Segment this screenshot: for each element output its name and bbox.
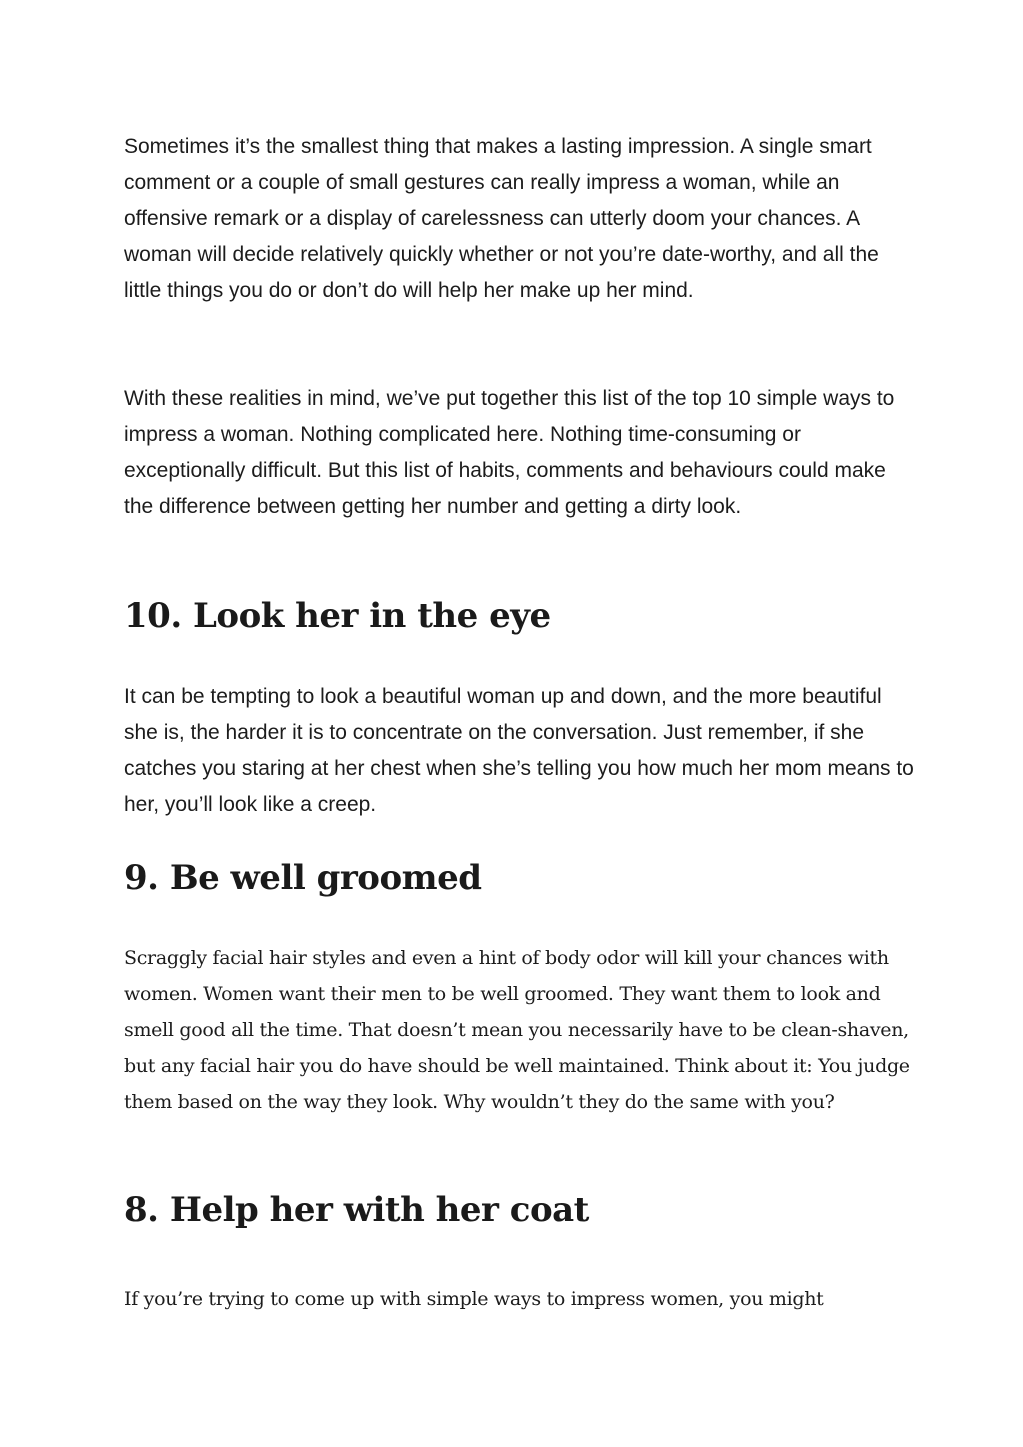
- section-body-9: Scraggly facial hair styles and even a hint of body odor will kill your chances with women. Women want their men to be well groomed. They want them to look and smell good all the time. That doesn’t mean you necessarily have to be clean-shaven, but any facial hair you do have should be well maintained. Think about it: You judge them based on the way they look. Why wouldn’t they do the same with you?: [124, 947, 910, 1113]
- section-body-8: If you’re trying to come up with simple ways to impress women, you might: [124, 1288, 824, 1310]
- section-body-10: It can be tempting to look a beautiful woman up and down, and the more beautiful she is, the harder it is to concentrate on the conversation. Just remember, if she catches you staring at her chest when she’s telling you how much her mom means to her, you’ll look like a creep.: [124, 685, 914, 816]
- section-heading-9: 9. Be well groomed: [124, 858, 482, 898]
- intro-paragraph-2: With these realities in mind, we’ve put together this list of the top 10 simple ways to impress a woman. Nothing complicated here. Nothing time-consuming or exceptionally difficult. But this list of habits, comments and behaviours could make the difference between getting her number and getting a dirty look.: [124, 387, 895, 518]
- section-heading-8: 8. Help her with her coat: [124, 1190, 589, 1230]
- section-heading-10: 10. Look her in the eye: [124, 596, 551, 636]
- intro-paragraph-1: Sometimes it’s the smallest thing that makes a lasting impression. A single smart comment or a couple of small gestures can really impress a woman, while an offensive remark or a display of carelessness can utterly doom your chances. A woman will decide relatively quickly whether or not you’re date-worthy, and all the little things you do or don’t do will help her make up her mind.: [124, 135, 879, 302]
